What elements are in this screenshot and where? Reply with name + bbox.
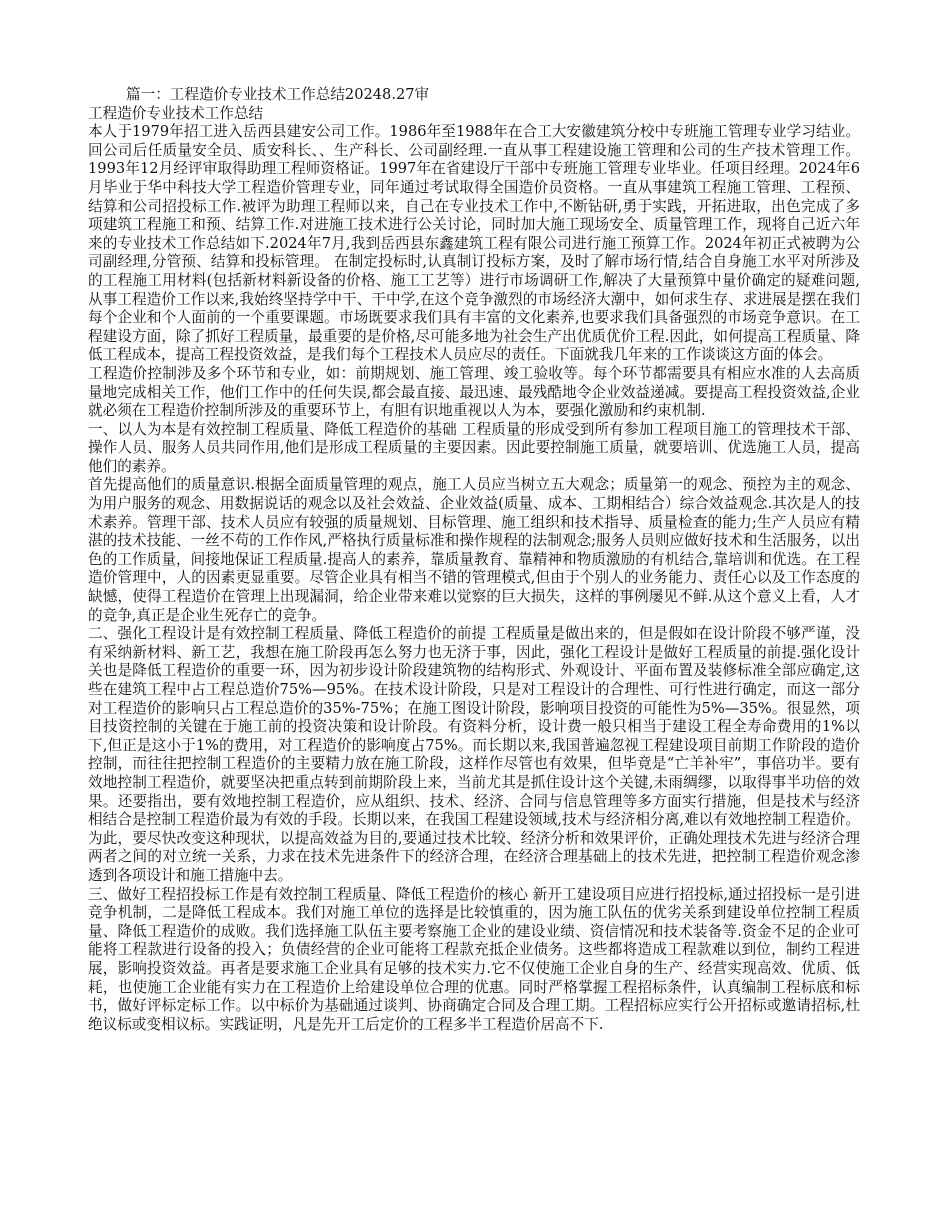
- paragraph-quality-awareness: 首先提高他们的质量意识.根据全面质量管理的观点，施工人员应当树立五大观念；质量第一的观念、预控为主的观念、为用户服务的观念、用数据说话的观念以及社会效益、企业效益(质量、成本、工期相结合）综合效益观念.其次是人的技术素养。管理干部、技术人员应有较强的质量规划、目标管理、施工组织和技术指导、质量检查的能力;生产人员应有精湛的技术技能、一丝不苟的工作作风,严格执行质量标准和操作规程的法制观念;服务人员则应做好技术和生活服务，以出色的工作质量，间接地保证工程质量.提高人的素养，靠质量教育、靠精神和物质激励的有机结合,靠培训和优选。在工程造价管理中，人的因素更显重要。尽管企业具有相当不错的管理模式,但由于个别人的业务能力、责任心以及工作态度的缺憾，使得工程造价在管理上出现漏洞，给企业带来难以觉察的巨大损失，这样的事例屡见不鲜.从这个意义上看，人才的竞争,真正是企业生死存亡的竞争。: [88, 476, 860, 624]
- document-subheading: 工程造价专业技术工作总结: [88, 104, 264, 122]
- paragraph-intro: 本人于1979年招工进入岳西县建安公司工作。1986年至1988年在合工大安徽建筑分校中专班施工管理专业学习结业。回公司后任质量安全员、质安科长、、生产科长、公司副经理.一直从事工程建设施工管理和公司的生产技术管理工作。1993年12月经评审取得助理工程师资格证。1997年在省建设厅干部中专班施工管理专业毕业。任项目经理。2024年6月毕业于华中科技大学工程造价管理专业，同年通过考试取得全国造价员资格。一直从事建筑工程施工管理、工程预、结算和公司招投标工作.被评为助理工程师以来，自己在专业技术工作中,不断钻研,勇于实践，开拓进取，出色完成了多项建筑工程施工和预、结算工作.对进施工技术进行公关讨论，同时加大施工现场安全、质量管理工作，现将自己近六年来的专业技术工作总结如下.2024年7月,我到岳西县东鑫建筑工程有限公司进行施工预算工作。2024年初正式被聘为公司副经理,分管预、结算和投标管理。 在制定投标时,认真制订投标方案，及时了解市场行情,结合自身施工水平对所涉及的工程施工用材料(包括新材料新设备的价格、施工工艺等）进行市场调研工作,解决了大量预算中量价确定的疑难问题,从事工程造价工作以来,我始终坚持学中干、干中学,在这个竞争激烈的市场经济大潮中，如何求生存、求进展是摆在我们每个企业和个人面前的一个重要课题。市场既要求我们具有丰富的文化素养,也要求我们具备强烈的市场竞争意识。在工程建设方面，除了抓好工程质量，最重要的是价格,尽可能多地为社会生产出优质优价工程.因此，如何提高工程质量、降低工程成本，提高工程投资效益，是我们每个工程技术人员应尽的责任。下面就我几年来的工作谈谈这方面的体会。: [88, 123, 860, 364]
- document-heading: 篇一：工程造价专业技术工作总结20248.27审: [126, 86, 430, 103]
- paragraph-section-one: 一、以人为本是有效控制工程质量、降低工程造价的基础 工程质量的形成受到所有参加工程项目施工的管理技术干部、操作人员、服务人员共同作用,他们是形成工程质量的主要因素。因此要控制施工质量，就要培训、优选施工人员，提高他们的素养。: [88, 420, 860, 475]
- document-page: [88, 86, 860, 1034]
- paragraph-cost-control: 工程造价控制涉及多个环节和专业，如：前期规划、施工管理、竣工验收等。每个环节都需要具有相应水准的人去高质量地完成相关工作，他们工作中的任何失误,都会最直接、最迅速、最残酷地令企业效益递减。要提高工程投资效益,企业就必须在工程造价控制所涉及的重要环节上，有胆有识地重视以人为本，要强化激励和约束机制.: [88, 364, 860, 420]
- paragraph-section-three: 三、做好工程招投标工作是有效控制工程质量、降低工程造价的核心 新开工建设项目应进行招投标,通过招投标一是引进竞争机制，二是降低工程成本。我们对施工单位的选择是比较慎重的，因为施工队伍的优劣关系到建设单位控制工程质量、降低工程造价的成败。我们选择施工队伍主要考察施工企业的建设业绩、资信情况和技术装备等.资金不足的企业可能将工程款进行设备的投入；负债经营的企业可能将工程款充抵企业债务。这些都将造成工程款难以到位，制约工程进展，影响投资效益。再者是要求施工企业具有足够的技术实力.它不仅使施工企业自身的生产、经营实现高效、优质、低耗，也使施工企业能有实力在工程造价上给建设单位合理的优惠。同时严格掌握工程招标条件，认真编制工程标底和标书，做好评标定标工作。以中标价为基础通过谈判、协商确定合同及合理工期。工程招标应实行公开招标或邀请招标,杜绝议标或变相议标。实践证明，凡是先开工后定价的工程多半工程造价居高不下.: [88, 885, 860, 1033]
- paragraph-section-two: 二、强化工程设计是有效控制工程质量、降低工程造价的前提 工程质量是做出来的，但是假如在设计阶段不够严谨，没有采纳新材料、新工艺，我想在施工阶段再怎么努力也无济于事，因此，强化工程设计是做好工程质量的前提.强化设计关也是降低工程造价的重要一环，因为初步设计阶段建筑物的结构形式、外观设计、平面布置及装修标准全部应确定,这些在建筑工程中占工程总造价75%—95%。在技术设计阶段，只是对工程设计的合理性、可行性进行确定，而这一部分对工程造价的影响只占工程总造价的35%-75%；在施工图设计阶段，影响项目投资的可能性为5%—35%。很显然，项目技资控制的关键在于施工前的投资决策和设计阶段。有资料分析，设计费一般只相当于建设工程全寿命费用的1%以下,但正是这小于1%的费用，对工程造价的影响度占75%。而长期以来,我国普遍忽视工程建设项目前期工作阶段的造价控制，而往往把控制工程造价的主要精力放在施工阶段，这样作尽管也有效果，但毕竟是“亡羊补牢”，事倍功半。要有效地控制工程造价，就要坚决把重点转到前期阶段上来，当前尤其是抓住设计这个关键,未雨绸缪，以取得事半功倍的效果。还要指出，要有效地控制工程造价，应从组织、技术、经济、合同与信息管理等多方面实行措施，但是技术与经济相结合是控制工程造价最为有效的手段。长期以来，在我国工程建设领域,技术与经济相分离,难以有效地控制工程造价。为此，要尽快改变这种现状，以提高效益为目的,要通过技术比较、经济分析和效果评价，正确处理技术先进与经济合理两者之间的对立统一关系，力求在技术先进条件下的经济合理，在经济合理基础上的技术先进，把控制工程造价观念渗透到各项设计和施工措施中去。: [88, 625, 860, 884]
